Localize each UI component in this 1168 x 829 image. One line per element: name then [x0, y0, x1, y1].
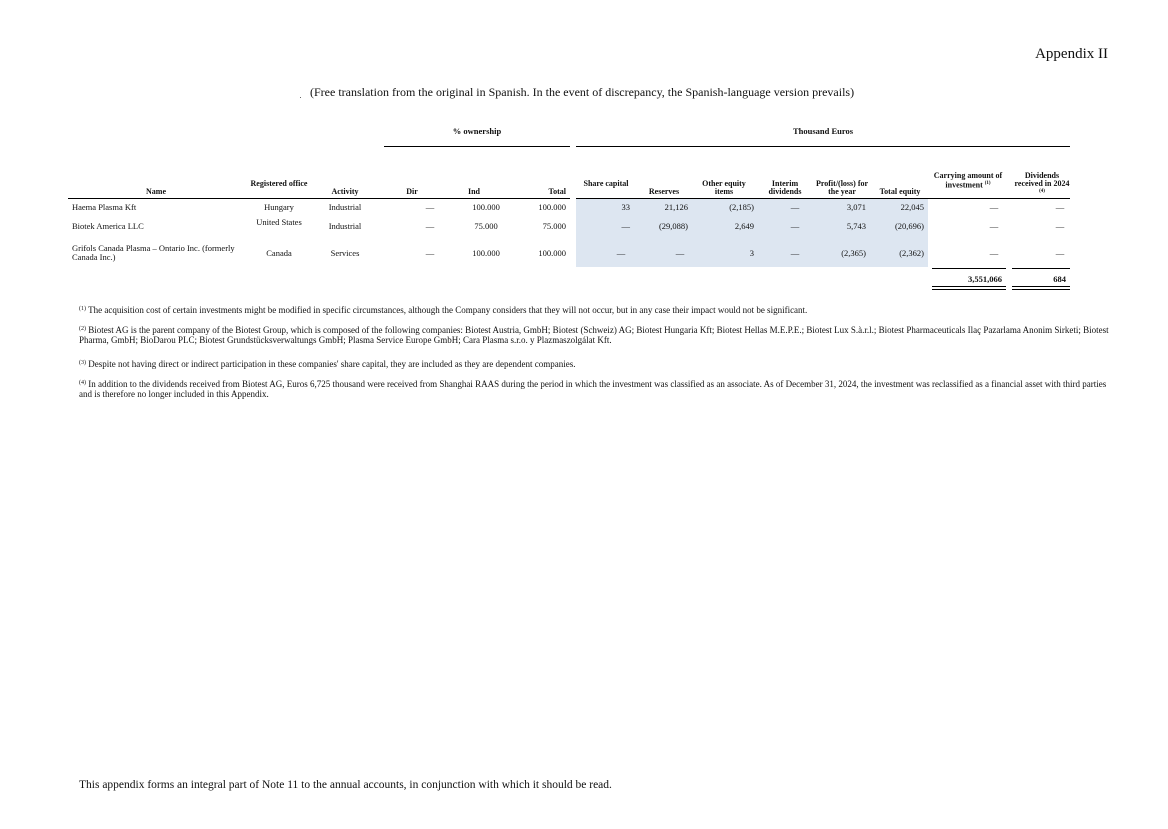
header-rule-left [68, 198, 570, 199]
total-carrying-amount: 3,551,066 [968, 274, 1002, 284]
translation-note: (Free translation from the original in Spanish. In the event of discrepancy, the Spanish-language version prevails) [310, 85, 855, 99]
row2-ind: 75.000 [474, 221, 498, 231]
row3-other-equity: 3 [749, 248, 754, 258]
total-dividends: 684 [1053, 274, 1066, 284]
row3-office: Canada [266, 248, 292, 258]
total-double-rule-dividends [1012, 286, 1070, 290]
row1-other-equity: (2,185) [729, 202, 754, 212]
group-header-thousand-euros: Thousand Euros [792, 126, 854, 136]
col-header-ind: Ind [467, 187, 480, 196]
row2-name: Biotek America LLC [72, 221, 144, 231]
col-header-carrying-amount [930, 172, 1006, 190]
group-rule-ownership [384, 146, 570, 147]
row1-dividends: — [1055, 202, 1065, 212]
footnote-3 [79, 358, 1109, 369]
footnote-2-text: Biotest AG is the parent company of the Biotest Group, which is composed of the following companies: Biotest Austria, GmbH; Biotest (Schweiz) AG; Biotest Hungaria Kft; Biotest Hellas M.E.P.E.; Biotest Lux S.à.r.l.; Biotest Pharmaceuticals Ilaç Pazarlama Anonim Sirketi; Biotest Pharma, GmbH; BioDarou PLC; Biotest Grundstücksverwaltungs GmbH; Plasma Service Europe GmbH; Cara Plasma s.r.o. y Plazmaszolgálat Kft. [79, 325, 1109, 345]
page-footer: This appendix forms an integral part of Note 11 to the annual accounts, in conjunction with which it should be read. [79, 779, 612, 791]
row2-carrying-amount: — [989, 221, 999, 231]
col-header-reserves: Reserves [648, 187, 680, 196]
row3-share-capital: — [616, 248, 626, 258]
row1-ind: 100.000 [472, 202, 500, 212]
appendix-title: Appendix II [1035, 46, 1108, 62]
row2-office: United States [256, 217, 302, 227]
row3-dividends: — [1055, 248, 1065, 258]
dividends-footnote-ref: (4) [1039, 189, 1045, 194]
row3-profit-loss: (2,365) [841, 248, 866, 258]
row2-share-capital: — [621, 221, 630, 231]
row1-activity: Industrial [328, 202, 362, 212]
row2-other-equity: 2,649 [734, 221, 754, 231]
row3-reserves: — [675, 248, 685, 258]
row3-interim-dividends: — [790, 248, 800, 258]
row3-carrying-amount: — [989, 248, 999, 258]
carrying-amount-label: Carrying amount of investment [933, 171, 1003, 190]
row3-name: Grifols Canada Plasma – Ontario Inc. (formerly Canada Inc.) [72, 243, 235, 262]
row3-total: 100.000 [538, 248, 566, 258]
col-header-dir: Dir [406, 187, 418, 196]
col-header-dividends [1012, 172, 1072, 198]
row2-dir: — [425, 221, 435, 231]
col-header-activity: Activity [331, 187, 359, 196]
row1-reserves: 21,126 [664, 202, 688, 212]
row2-activity: Industrial [328, 221, 362, 231]
row1-dir: — [425, 202, 435, 212]
row2-total-equity: (20,696) [894, 221, 924, 231]
footnote-4 [79, 378, 1109, 399]
row2-dividends: — [1055, 221, 1065, 231]
row1-total-equity: 22,045 [900, 202, 924, 212]
footnote-3-marker: (3) [79, 360, 86, 366]
stray-dot [300, 97, 301, 98]
footnote-4-text: In addition to the dividends received from Biotest AG, Euros 6,725 thousand were received from Shanghai RAAS during the period in which the investment was classified as an associate. As of December 31, 2024, the investment was reclassified as a financial asset with third parties and is therefore no longer included in this Appendix. [79, 379, 1107, 399]
row1-carrying-amount: — [989, 202, 999, 212]
footnote-1-marker: (1) [79, 306, 86, 312]
col-header-total: Total [548, 187, 566, 196]
footnote-3-text: Despite not having direct or indirect participation in these companies' share capital, they are included as they are dependent companies. [88, 359, 576, 369]
col-header-profit-loss: Profit/(loss) for the year [815, 179, 869, 196]
footnote-1 [79, 304, 1109, 315]
dividends-label: Dividends received in 2024 [1014, 171, 1070, 188]
col-header-name: Name [146, 187, 166, 196]
row2-reserves: (29,088) [658, 221, 688, 231]
col-header-other-equity: Other equity items [702, 179, 746, 196]
row1-office: Hungary [264, 202, 294, 212]
total-rule-carrying-amount [932, 268, 1006, 269]
total-rule-dividends [1012, 268, 1070, 269]
row1-total: 100.000 [538, 202, 566, 212]
carrying-amount-footnote-ref: (1) [984, 181, 991, 186]
total-double-rule-carrying-amount [932, 286, 1006, 290]
footnote-2 [79, 324, 1109, 345]
footnote-4-marker: (4) [79, 380, 86, 386]
col-header-total-equity: Total equity [879, 187, 921, 196]
row2-interim-dividends: — [790, 221, 800, 231]
col-header-share-capital: Share capital [583, 179, 629, 188]
col-header-registered-office: Registered office [250, 179, 308, 188]
row3-ind: 100.000 [472, 248, 500, 258]
group-rule-thousand-euros [576, 146, 1070, 147]
col-header-interim-dividends: Interim dividends [768, 179, 802, 196]
row2-total: 75.000 [542, 221, 566, 231]
row2-profit-loss: 5,743 [846, 221, 866, 231]
row3-activity: Services [330, 248, 360, 258]
row1-profit-loss: 3,071 [846, 202, 866, 212]
footnote-1-text: The acquisition cost of certain investments might be modified in specific circumstances, although the Company considers that they will not occur, but in any case their impact would not be significant. [88, 305, 808, 315]
row1-name: Haema Plasma Kft [72, 202, 137, 212]
footnote-2-marker: (2) [79, 326, 86, 332]
row1-interim-dividends: — [790, 202, 800, 212]
row3-dir: — [425, 248, 435, 258]
group-header-ownership: % ownership [452, 126, 502, 136]
row1-share-capital: 33 [621, 202, 630, 212]
row3-total-equity: (2,362) [899, 248, 924, 258]
